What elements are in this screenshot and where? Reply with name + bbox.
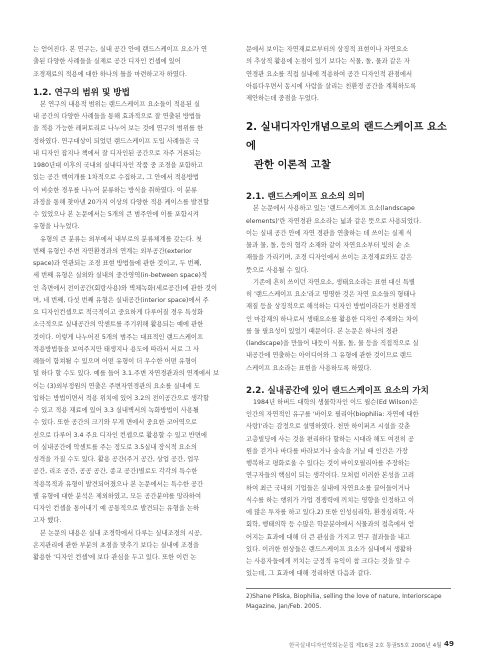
text-line: 활용한 '디자인 컨셉'에 보다 관심을 두고 있다. 또한 이런 논: [33, 554, 197, 561]
text-line: 연경관 요소를 직접 실내에 적용하여 공간 디자인적 관점에서: [246, 70, 413, 78]
text-line: 조경재료의 적용에 대한 하나의 틀을 마련하고자 하였다.: [33, 70, 187, 78]
text-line: 1984년 하버드 대학의 생물학자인 이드 윌슨(Ed Wilson)은: [253, 398, 419, 406]
text-line: 있는 공간 백여개를 1차적으로 수집하고, 그 안에서 적용방법: [33, 174, 200, 182]
text-line: 물과 물, 돌, 등의 협각 소재와 같이 자연요소부터 빛의 순 소: [246, 242, 410, 249]
focus-paragraph: [33, 528, 238, 565]
text-line: 덜 하다 할 수도 있다. 예를 들어 3.1.주변 자연경관과의 연계에서 보: [33, 370, 220, 378]
text-line: 제안하는데 중점을 두었다.: [246, 95, 319, 102]
text-line: 유형의 큰 분류는 외부에서 내부로의 분류체계를 갖는다. 첫: [40, 235, 202, 243]
text-line: 디자인 컨셉을 통어내기 예 공통적으로 발견되는 유형을 논하: [33, 505, 200, 512]
left-column: [33, 44, 238, 564]
intro-paragraph: [33, 44, 238, 81]
text-line: 이 비슷한 경우를 나누어 분류하는 방식을 취하였다. 이 분류: [33, 186, 198, 194]
text-line: 번째 유형인 주변 자연환경과의 연계는 외부공간(exterior: [33, 247, 192, 255]
text-line: 하여 최근 국내외 기업들은 실내에 자연요소를 끌어들이거나: [246, 484, 411, 492]
text-line: 의 추상적 활용에 논점이 있기 보다는 식물, 돌, 물과 같은 자: [246, 58, 410, 66]
text-line: 정하였다. 연구대상이 되었던 랜드스케이프 도입 사례들은 국: [33, 137, 200, 145]
text-line: 식수를 하는 행위가 가업 경쟁력에 끼치는 영향을 인정하고 이: [246, 496, 415, 504]
landscape-elements-meaning-paragraph: [246, 203, 451, 375]
text-line: space)과 연관되는 조경 표현 방법들에 관한 것이고, 두 번째,: [33, 260, 202, 267]
text-line: 원을 걷거나 바다를 바라보거나 숲속을 거닐 때 인간은 가장: [246, 447, 408, 455]
text-line: 기존에 흔히 쓰이던 자연요소, 생태요소라는 표현 대신 특별: [253, 278, 415, 286]
text-line: 행복하고 평화로울 수 있다는 것이 바이오필리아를 주장하는: [246, 460, 411, 467]
text-line: 유형을 나누었다.: [33, 223, 80, 231]
text-line: 본 연구의 내용적 범위는 랜드스케이프 요소들이 적용된 실: [40, 100, 200, 108]
text-line: 어지는 효과에 대해 더 큰 관심을 가지고 연구 결과들을 내고: [246, 533, 411, 541]
text-line: 선으로 다루어 3.4 주요 디자인 컨셉으로 활용할 수 있고 반면에: [33, 431, 208, 439]
text-line: 문에서 보이는 자연재료로부터의 상징적 표현이나 자연요소: [246, 46, 409, 53]
section-heading-2-1: 2.1. 랜드스케이프 요소의 의미: [246, 192, 365, 203]
text-line: 고자 했다.: [33, 517, 62, 525]
chapter-heading-line1: 2. 실내디자인개념으로의 랜드스케이프 요소에: [246, 121, 447, 153]
footnote: 2)Shane Pliska, Biophilia, selling the love of nature, Interiorscape Magazine, Jan/Feb. 2005.: [246, 592, 442, 610]
text-line: 출된 다양한 사례들을 실제로 공간 디자인 컨셉에 있어: [33, 58, 181, 66]
text-line: (landscape)을 만들어 내듯이 식물, 돌, 물 등을 직접적으로 실: [246, 340, 419, 347]
section-heading-1-2: 1.2. 연구의 범위 및 방법: [33, 87, 130, 98]
text-line: 내 디자인 잡지나 책에서 잘 디자인된 공간으로 자주 거론되는: [33, 149, 202, 157]
scope-paragraph: [33, 99, 238, 234]
text-line: 에 많은 투자를 하고 있다.2) 또한 인성심리학, 환경심리학, 사: [246, 509, 415, 516]
landscape-elements-value-paragraph: [246, 397, 451, 581]
text-line: 본 논문에서 사용하고 있는 '랜드스케이프 요소(landscape: [253, 205, 415, 213]
text-line: 는 얻어진다. 본 연구는, 실내 공간 안에 랜드스케이프 요소가 연: [33, 46, 208, 53]
text-line: 를 둘 필요성이 있었기 때문이다. 본 논문은 하나의 경관: [246, 327, 398, 335]
chapter-heading: [246, 118, 451, 175]
text-line: 회학, 행태의학 등 수많은 학문분야에서 식물과의 접촉에서 얻: [246, 521, 415, 529]
text-line: 수 있고 적용 재료에 있어 3.3 실내벽서의 녹화방법이 사용될: [33, 407, 199, 414]
text-line: 이는 (3)외부정원의 연출은 주변자연경관의 요소를 실내에 도: [33, 382, 200, 390]
text-line: 재들을 가리키며, 조경 디자인에서 쓰이는 조경재료와도 같은: [246, 254, 413, 262]
text-line: 연구자들의 핵심이 되는 생각이다. 모처럼 이러한 본성을 고려: [246, 472, 415, 480]
text-line: 이는 실내 공간 안에 자연 경관을 연출하는 데 쓰이는 실제 식: [246, 229, 413, 237]
text-line: 1980년대 이후의 국내외 실내디자인 작품 중 조경을 포함하고: [33, 162, 203, 169]
page-number: 49: [444, 639, 455, 648]
text-line: 수 있다. 또한 공간의 크기와 무게 면에서 중요한 코어역으로: [33, 419, 198, 427]
section-heading-2-2: 2.2. 실내공간에 있어 랜드스케이프 요소의 가치: [246, 385, 429, 396]
text-line: 뜻으로 사용될 수 있다.: [246, 266, 309, 274]
text-line: 이 실내공간에 악센트를 주는 정도로 3.5실내 장식적 요소의: [33, 443, 197, 451]
text-line: 별 유형에 대한 분석은 제외하였고, 모든 공간분야를 망라하여: [33, 492, 202, 500]
text-line: 입하는 방법이면서 적용 위치에 있어 3.2의 전이공간으로 생각할: [33, 394, 210, 402]
journal-footer: 한국실내디자인학회논문집 제16권 2호 통권55호 2006년 4월: [289, 643, 442, 649]
right-column: [246, 44, 451, 612]
text-line: 성격을 가질 수도 있다. 활용 공간(주거 공간, 상업 공간, 업무: [33, 456, 200, 463]
text-line: 온지관리에 관한 부분의 초점을 맞추기 보다는 실내에 조경을: [33, 541, 200, 549]
text-line: 재질 등을 상징적으로 해석하는 디자인 방법이라든가 친환경적: [246, 303, 417, 311]
text-line: 례들이 함쳐될 수 있으며 어떤 유형이 더 우수한 어떤 유형이: [33, 358, 198, 365]
text-line: 고층빌딩에 사는 것을 편리하다 할하는 시대라 해도 여전히 공: [246, 435, 415, 443]
text-line: 는 사용자들에게 끼치는 긍정적 유익이 참 크다는 것을 알 수: [246, 558, 411, 565]
text-line: 세 번째 유형은 실외와 실내의 중간영역(in-between space)적: [33, 272, 208, 280]
text-line: 히 '랜드스케이프 요소'라고 명명한 것은 자연 요소들의 형태나: [246, 291, 416, 298]
text-line: 을 적용 가능한 레퍼토리로 나누어 보는 것에 연구의 범위를 한: [33, 125, 204, 133]
text-line: 인간의 자연적인 유구를 '바이오 필리아(biophilia: 자연에 대한: [246, 411, 419, 418]
text-line: 본 논문의 내용은 실내 조경학에서 다루는 실내조경의 시공,: [40, 529, 202, 537]
text-line: 며, 네 번째, 다섯 번째 유형은 실내공간(interior space)에서 주: [33, 296, 209, 304]
classification-paragraph: [33, 234, 238, 528]
text-line: 인 측면에서 전이공간(회랑사용)와 벽체녹화(세로공간)에 관한 것이: [33, 284, 218, 292]
text-line: 내 공간의 다양한 사례들을 통해 효과적으로 잘 연출된 방법들: [33, 113, 202, 120]
text-line: 것이다. 이렇게 나누어진 5개의 범주는 대표적인 랜드스케이프: [33, 333, 204, 341]
text-line: 과정을 통해 찾아낸 20가지 이상의 다양한 적용 케이스를 발견할: [33, 198, 210, 206]
text-line: 인 마감재의 하나로서 생태요소를 활용한 디자인 주제와는 차이: [246, 315, 419, 323]
footnote-divider: [246, 588, 451, 589]
text-line: 있다. 이러한 현상들은 랜드스케이프 요소가 실내에서 생활하: [246, 545, 413, 553]
intro-continuation-paragraph: [246, 44, 451, 105]
text-line: 사랑)'라는 감정으로 설명하였다. 천만 하이퍼즈 시설을 갖춘: [246, 423, 411, 431]
text-line: 내공간에 연출하는 아이디어와 그 유형에 관한 것이므로 랜드: [246, 352, 413, 360]
text-line: 아름다우면서 동시에 사람을 살리는 친환경 공간을 계획하도록: [246, 82, 417, 90]
text-line: 적용방법들을 보여주지만 태생지나 용도에 따라서 서로 그 사: [33, 345, 200, 353]
text-line: elements)'란 자연경관 요소라는 넓과 같은 뜻으로 사용되었다.: [246, 217, 422, 225]
text-line: 있는데, 그 효과에 대해 정리하면 다음과 같다.: [246, 570, 372, 578]
text-line: 요 디자인컨셉으로 적극적이고 중요하게 다루어질 경우 특성화: [33, 309, 204, 316]
text-line: 소극적으로 실내공간의 악센트를 주기위해 활용되는 예에 관한: [33, 321, 204, 329]
text-line: 공간, 리조 공간, 공공 공간, 종교 공간)별로도 각각의 특수한: [33, 468, 198, 476]
chapter-heading-line2: 관한 이론적 고찰: [254, 159, 331, 172]
text-line: 스케이프 요소라는 표현을 사용하도록 하였다.: [246, 364, 372, 372]
text-line: 적용목적과 유형이 발견되어졌으나 본 논문에서는 특수한 공간: [33, 480, 204, 488]
text-line: 수 있었으나 본 논문에서는 5개의 큰 범주안에 이를 포함시켜: [33, 211, 200, 218]
